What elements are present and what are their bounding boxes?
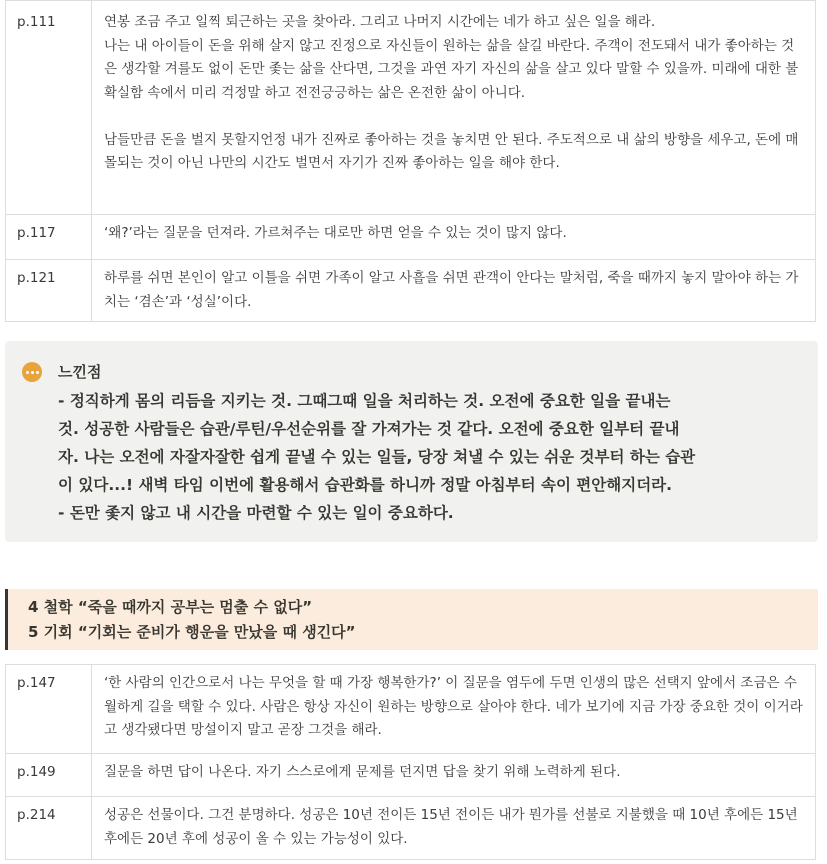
- page-number: p.121: [6, 260, 92, 322]
- quote-text: [92, 260, 816, 322]
- callout-title: 느낀점: [58, 363, 102, 381]
- quote-text: [92, 215, 816, 260]
- page-number: p.147: [6, 665, 92, 754]
- table-row: [6, 665, 816, 754]
- callout-line: 것. 성공한 사람들은 습관/루틴/우선순위를 잘 가져가는 것 같다. 오전에 중요한 일부터 끝내: [58, 420, 680, 438]
- chapter-heading: 4 철학 “죽을 때까지 공부는 멈출 수 없다”: [28, 598, 313, 616]
- callout-line: - 돈만 좇지 않고 내 시간을 마련할 수 있는 일이 중요하다.: [58, 504, 454, 522]
- quote-paragraph: ‘한 사람의 인간으로서 나는 무엇을 할 때 가장 행복한가?’ 이 질문을 염두에 두면 인생의 많은 선택지 앞에서 조금은 수월하게 길을 택할 수 있다. 사람은 항상 자신이 원하는 방향으로 살아야 한다. 네가 보기에 지금 가장 중요한 것이 이거라고 생각됐다면 망설이지 말고 곧장 그것을 해라.: [104, 675, 803, 738]
- speech-bubble-icon: [22, 362, 42, 382]
- table-row: [6, 260, 816, 322]
- chapter-heading-block: [5, 589, 818, 650]
- table-row: [6, 797, 816, 860]
- quote-text: [92, 797, 816, 860]
- quotes-table-top: [5, 0, 816, 322]
- quote-paragraph: 연봉 조금 주고 일찍 퇴근하는 곳을 찾아라. 그리고 나머지 시간에는 네가 하고 싶은 일을 해라. 나는 내 아이들이 돈을 위해 살지 않고 진정으로 자신들이 원하는 삶을 살길 바란다. 주객이 전도돼서 내가 좋아하는 것은 생각할 겨를도 없이 돈만 좇는 삶을 산다면, 그것을 과연 자기 자신의 삶을 살고 있다 말할 수 있을까. 미래에 대한 불확실함 속에서 미리 걱정말 하고 전전긍긍하는 삶은 온전한 삶이 아니다.: [104, 14, 799, 101]
- quote-paragraph: 하루를 쉬면 본인이 알고 이틀을 쉬면 가족이 알고 사흘을 쉬면 관객이 안다는 말처럼, 죽을 때까지 놓지 말아야 하는 가치는 ‘겸손’과 ‘성실’이다.: [104, 270, 799, 310]
- callout-line: 이 있다...! 새벽 타임 이번에 활용해서 습관화를 하니까 정말 아침부터 속이 편안해지더라.: [58, 476, 673, 494]
- callout-body: [58, 387, 808, 527]
- quote-paragraph: 성공은 선물이다. 그건 분명하다. 성공은 10년 전이든 15년 전이든 내가 뭔가를 선불로 지불했을 때 10년 후에든 15년 후에든 20년 후에 성공이 올 수 있는 가능성이 있다.: [104, 807, 802, 847]
- quotes-table-bottom: [5, 664, 816, 860]
- table-row: [6, 1, 816, 215]
- quote-text: [92, 1, 816, 215]
- reflection-callout: [5, 341, 818, 542]
- quote-paragraph: ‘왜?’라는 질문을 던져라. 가르쳐주는 대로만 하면 얻을 수 있는 것이 많지 않다.: [104, 225, 567, 241]
- page-number: p.149: [6, 754, 92, 797]
- quote-text: [92, 754, 816, 797]
- quote-paragraph: 남들만큼 돈을 벌지 못할지언정 내가 진짜로 좋아하는 것을 놓치면 안 된다. 주도적으로 내 삶의 방향을 세우고, 돈에 매몰되는 것이 아닌 나만의 시간도 벌면서 자기가 진짜 좋아하는 일을 해야 한다.: [104, 131, 799, 171]
- quote-paragraph: 질문을 하면 답이 나온다. 자기 스스로에게 문제를 던지면 답을 찾기 위해 노력하게 된다.: [104, 764, 621, 780]
- page-number: p.117: [6, 215, 92, 260]
- table-row: [6, 754, 816, 797]
- callout-line: 자. 나는 오전에 자잘자잘한 쉽게 끝낼 수 있는 일들, 당장 쳐낼 수 있는 쉬운 것부터 하는 습관: [58, 448, 696, 466]
- table-row: [6, 215, 816, 260]
- page-number: p.214: [6, 797, 92, 860]
- page-number: p.111: [6, 1, 92, 215]
- chapter-heading: 5 기회 “기회는 준비가 행운을 만났을 때 생긴다”: [28, 623, 356, 641]
- quote-text: [92, 665, 816, 754]
- callout-line: - 정직하게 몸의 리듬을 지키는 것. 그때그때 일을 처리하는 것. 오전에 중요한 일을 끝내는: [58, 392, 671, 410]
